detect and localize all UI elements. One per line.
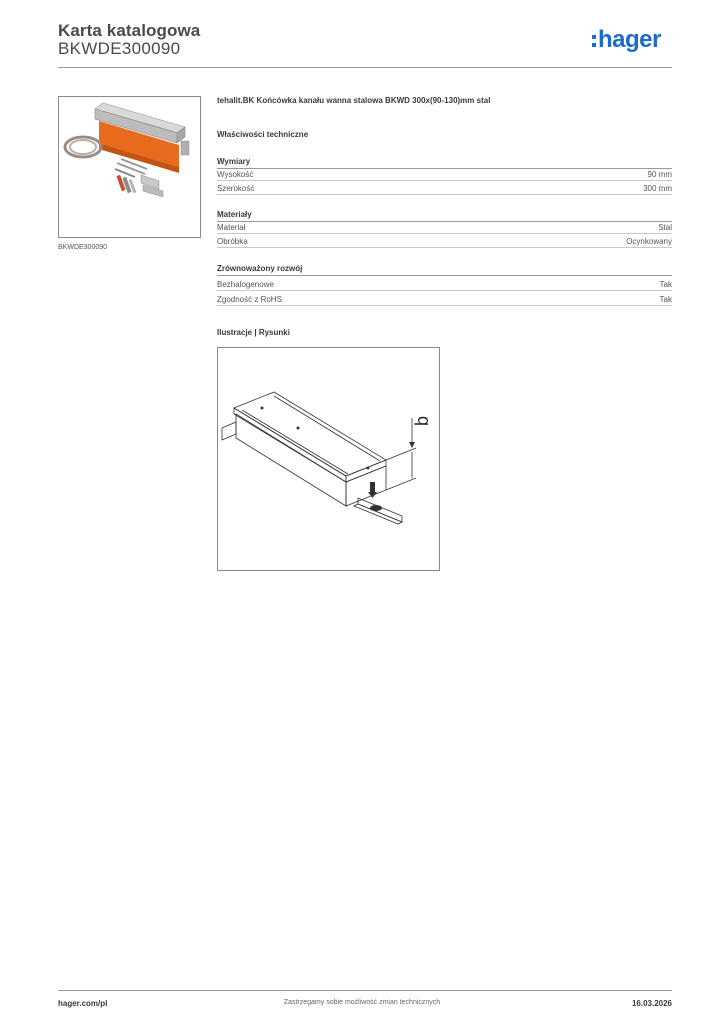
logo-text: hager (598, 26, 661, 53)
footer-website-link[interactable]: hager.com/pl (58, 999, 108, 1008)
product-code: BKWDE300090 (58, 39, 181, 58)
logo-dots-icon (592, 26, 596, 50)
spec-row-material (217, 222, 672, 234)
spec-row-finish (217, 236, 672, 248)
spec-value: Stal (658, 223, 672, 232)
document-title: Karta katalogowa (58, 21, 201, 40)
photo-caption: BKWDE300090 (58, 244, 108, 251)
spec-key: Materiał (217, 223, 246, 232)
footer-divider (58, 990, 672, 991)
spec-key: Szerokość (217, 184, 255, 193)
spec-value: Tak (659, 280, 672, 289)
product-name: tehalit.BK Końcówka kanału wanna stalowa BKWD 300x(90-130)mm stal (217, 96, 491, 105)
illustrations-heading: Ilustracje | Rysunki (217, 328, 290, 337)
spec-row-width (217, 183, 672, 195)
group-heading-dimensions: Wymiary (217, 157, 672, 169)
technical-drawing-image (218, 348, 439, 570)
hager-logo[interactable] (592, 26, 661, 54)
product-photo-image (59, 97, 200, 237)
spec-value: Tak (659, 295, 672, 304)
spec-key: Obróbka (217, 237, 248, 246)
spec-row-height (217, 169, 672, 181)
spec-key: Zgodność z RoHS (217, 295, 282, 304)
product-photo (58, 96, 201, 238)
spec-key: Bezhalogenowe (217, 280, 274, 289)
technical-drawing (217, 347, 440, 571)
spec-row-rohs (217, 294, 672, 306)
header-divider (58, 67, 672, 68)
footer-date: 16.03.2026 (631, 999, 672, 1008)
technical-properties-heading: Właściwości techniczne (217, 130, 309, 139)
spec-value: 300 mm (643, 184, 672, 193)
spec-row-halogen-free (217, 279, 672, 291)
group-heading-sustainability: Zrównoważony rozwój (217, 264, 672, 276)
spec-key: Wysokość (217, 170, 254, 179)
dimension-label: b (412, 415, 432, 426)
footer-disclaimer: Zastrzegamy sobie możliwość zmian technicznych (283, 999, 441, 1006)
group-heading-materials: Materiały (217, 210, 672, 222)
spec-value: 90 mm (647, 170, 672, 179)
spec-value: Ocynkowany (626, 237, 672, 246)
